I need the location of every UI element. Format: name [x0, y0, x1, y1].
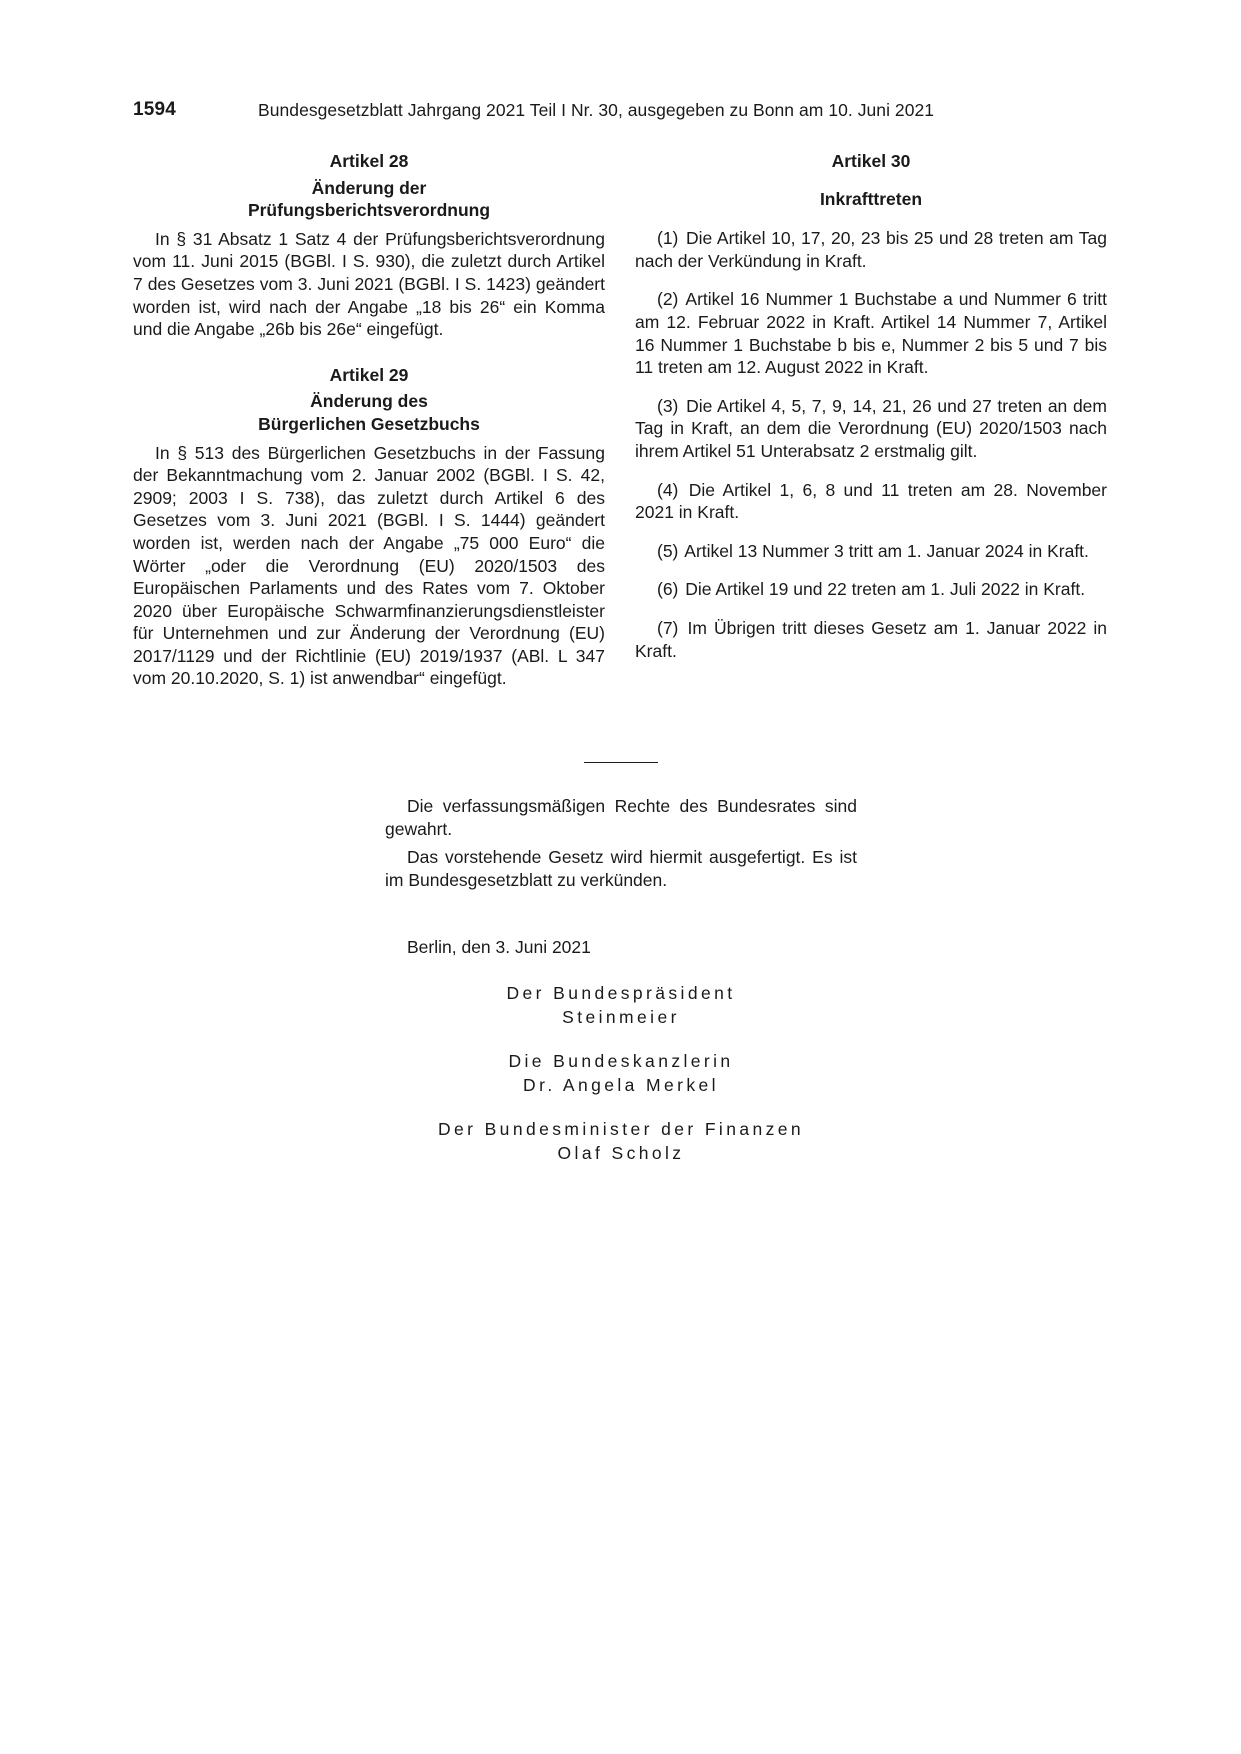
signature-block	[385, 1049, 857, 1097]
signature-block	[385, 981, 857, 1029]
article-30-paragraph	[635, 227, 1107, 272]
article-30-heading: Inkrafttreten	[819, 188, 923, 209]
article-28	[133, 150, 605, 341]
article-29-title: Artikel 29	[329, 364, 409, 385]
paragraph-text: Artikel 13 Nummer 3 tritt am 1. Januar 2024 in Kraft.	[684, 540, 1089, 561]
signature-block	[385, 1117, 857, 1165]
article-28-heading-line2: Prüfungsberichtsverordnung	[247, 200, 491, 221]
paragraph-number: (7)	[657, 617, 679, 638]
paragraph-text: Die Artikel 19 und 22 treten am 1. Juli 2022 in Kraft.	[685, 579, 1086, 600]
paragraph-number: (4)	[657, 479, 679, 500]
paragraph-number: (5)	[657, 540, 679, 561]
article-30-paragraph	[635, 479, 1107, 524]
paragraph-number: (3)	[657, 395, 679, 416]
paragraph-text: Im Übrigen tritt dieses Gesetz am 1. Januar 2022 in Kraft.	[635, 617, 1107, 661]
signatory-role: Der Bundesminister der Finanzen	[437, 1119, 805, 1139]
paragraph-number: (2)	[657, 289, 679, 310]
article-30-paragraphs	[635, 227, 1107, 662]
paragraph-text: Die Artikel 1, 6, 8 und 11 treten am 28. November 2021 in Kraft.	[635, 479, 1107, 523]
running-header: Bundesgesetzblatt Jahrgang 2021 Teil I Nr. 30, ausgegeben zu Bonn am 10. Juni 2021	[258, 100, 935, 120]
article-30-paragraph	[635, 395, 1107, 463]
paragraph-number: (1)	[657, 228, 679, 249]
article-29-text: In § 513 des Bürgerlichen Gesetzbuchs in der Fassung der Bekanntmachung vom 2. Januar 2002 (BGBl. I S. 42, 2909; 2003 I S. 738), das zuletzt durch Artikel 6 des Gesetzes vom 3. Juni 2021 (BGBl. I S. 1444) geändert worden ist, werden nach der Angabe „75 000 Euro“ die Wörter „oder die Verordnung (EU) 2020/1503 des Europäischen Parlaments und des Rates vom 7. Oktober 2020 über Europäische Schwarmfinanzierungsdienstleister für Unternehmen und zur Änderung der Verordnung (EU) 2017/1129 und der Richtlinie (EU) 2019/1937 (ABl. L 347 vom 20.10.2020, S. 1) ist anwendbar“ eingefügt.	[133, 442, 605, 689]
paragraph-text: Artikel 16 Nummer 1 Buchstabe a und Nummer 6 tritt am 12. Februar 2022 in Kraft. Artikel 14 Nummer 7, Artikel 16 Nummer 1 Buchstabe b bis e, Nummer 2 bis 5 und 7 bis 11 treten am 12. August 2022 in Kraft.	[635, 289, 1107, 378]
right-column	[635, 150, 1107, 678]
article-30	[635, 150, 1107, 662]
article-30-title: Artikel 30	[831, 151, 911, 171]
paragraph-text: Die Artikel 10, 17, 20, 23 bis 25 und 28 treten am Tag nach der Verkündung in Kraft.	[635, 228, 1107, 271]
article-28-heading-line1: Änderung der	[311, 177, 427, 198]
signatory-name: Dr. Angela Merkel	[523, 1075, 719, 1095]
article-30-paragraph	[635, 617, 1107, 662]
place-date: Berlin, den 3. Juni 2021	[407, 937, 591, 957]
article-30-paragraph	[635, 578, 1107, 601]
paragraph-text: Die Artikel 4, 5, 7, 9, 14, 21, 26 und 27 treten an dem Tag in Kraft, an dem die Verordnung (EU) 2020/1503 nach ihrem Artikel 51 Unterabsatz 2 erstmalig gilt.	[635, 395, 1107, 461]
article-30-paragraph	[635, 288, 1107, 378]
signatory-role: Die Bundeskanzlerin	[508, 1051, 734, 1071]
signatory-role: Der Bundespräsident	[506, 983, 736, 1003]
signatory-name: Olaf Scholz	[557, 1143, 685, 1163]
article-28-title: Artikel 28	[329, 151, 409, 171]
article-29-heading-line1: Änderung des	[310, 391, 428, 412]
article-28-heading	[133, 177, 605, 222]
page-number: 1594	[133, 99, 177, 120]
article-29-heading	[133, 390, 605, 435]
paragraph-number: (6)	[657, 579, 679, 600]
signature-blocks	[385, 981, 857, 1185]
article-30-paragraph	[635, 540, 1107, 563]
bundesrat-rights-text: Die verfassungsmäßigen Rechte des Bundesrates sind gewahrt.	[385, 796, 857, 839]
left-column	[133, 150, 605, 690]
promulgation-text: Das vorstehende Gesetz wird hiermit ausgefertigt. Es ist im Bundesgesetzblatt zu verkünden.	[385, 847, 857, 890]
article-29-heading-line2: Bürgerlichen Gesetzbuchs	[258, 413, 480, 434]
section-divider	[584, 762, 658, 763]
article-29	[133, 364, 605, 690]
signatory-name: Steinmeier	[562, 1007, 680, 1027]
article-28-text: In § 31 Absatz 1 Satz 4 der Prüfungsberichtsverordnung vom 11. Juni 2015 (BGBl. I S. 930), die zuletzt durch Artikel 7 des Gesetzes vom 3. Juni 2021 (BGBl. I S. 1423) geändert worden ist, wird nach der Angabe „18 bis 26“ ein Komma und die Angabe „26b bis 26e“ eingefügt.	[133, 228, 605, 340]
closing-formula	[385, 795, 857, 897]
